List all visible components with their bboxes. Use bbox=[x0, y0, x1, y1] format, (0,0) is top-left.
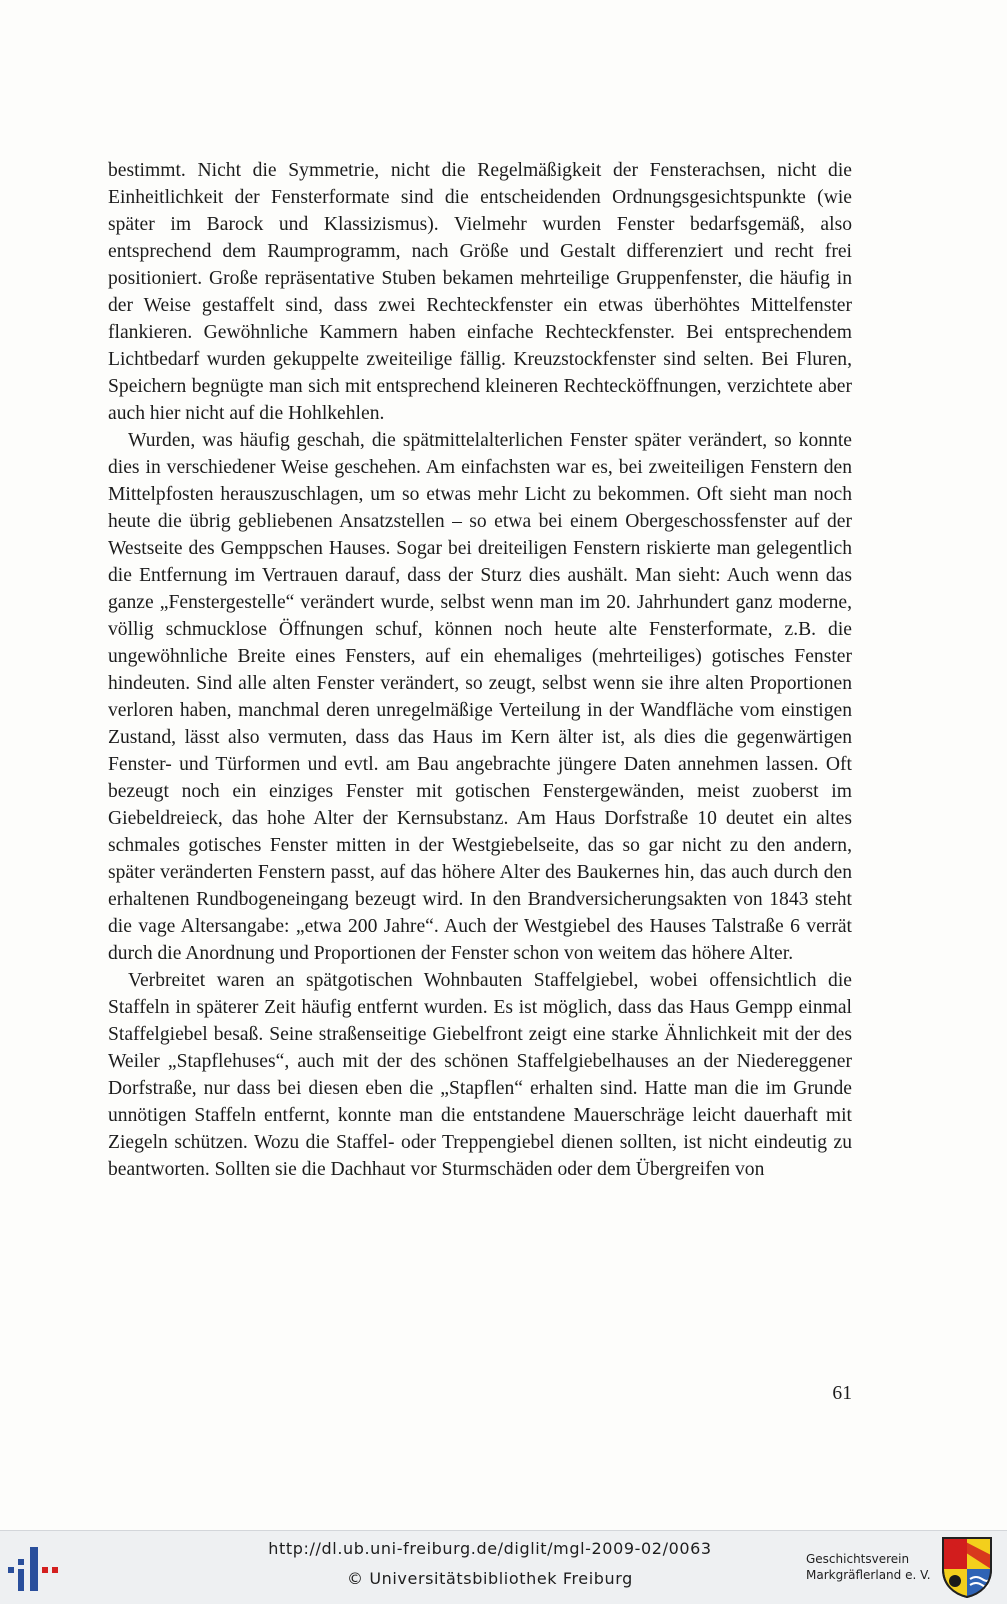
society-name-line-1: Geschichtsverein bbox=[806, 1552, 910, 1566]
footer-bar bbox=[0, 1530, 1007, 1604]
society-name bbox=[806, 1551, 936, 1583]
paragraph-3: Verbreitet waren an spätgotischen Wohnbauten Staffelgiebel, wobei offensichtlich die Staffeln in späterer Zeit häufig entfernt wurden. Es ist möglich, dass das Haus Gempp einmal Staffelgiebel besaß. Seine straßenseitige Giebelfront zeigt eine starke Ähnlichkeit mit der des Weiler „Stapflehuses“, auch mit der des schönen Staffelgiebelhauses an der Niedereggener Dorfstraße, nur dass bei diesen eben die „Stapflen“ erhalten sind. Hatte man die im Grunde unnötigen Staffeln entfernt, konnte man die entstandene Mauerschräge leicht dauerhaft mit Ziegeln schützen. Wozu die Staffel- oder Treppengiebel dienen sollten, ist nicht eindeutig zu beantworten. Sollten sie die Dachhaut vor Sturmschäden oder dem Übergreifen von bbox=[108, 970, 852, 1180]
paragraph-2: Wurden, was häufig geschah, die spätmittelalterlichen Fenster später verändert, so konnte dies in verschiedener Weise geschehen. Am einfachsten war es, bei zweiteiligen Fenstern den Mittelpfosten herauszuschlagen, um so etwas mehr Licht zu bekommen. Oft sieht man noch heute die übrig gebliebenen Ansatzstellen – so etwa bei einem Obergeschossfenster auf der Westseite des Gemppschen Hauses. Sogar bei dreiteiligen Fenstern riskierte man gelegentlich die Entfernung im Vertrauen darauf, dass der Sturz dies aushält. Man sieht: Auch wenn das ganze „Fenstergestelle“ verändert wurde, selbst wenn man im 20. Jahrhundert ganz moderne, völlig schmucklose Öffnungen schuf, können noch heute alte Fensterformate, z.B. die ungewöhnliche Breite eines Fensters, auf ein ehemaliges (mehrteiliges) gotisches Fenster hindeuten. Sind alle alten Fenster verändert, so zeugt, selbst wenn sie ihre alten Proportionen verloren haben, manchmal deren unregelmäßige Verteilung in der Wandfläche vom einstigen Zustand, lässt also vermuten, dass das Haus im Kern älter ist, als dies die gegenwärtigen Fenster- und Türformen und evtl. am Bau angebrachte jüngere Daten annehmen lassen. Oft bezeugt noch ein einziges Fenster mit gotischen Fenstergewänden, meist zuoberst im Giebeldreieck, das hohe Alter der Kernsubstanz. Am Haus Dorfstraße 10 deutet ein altes schmales gotisches Fenster mitten in der Westgiebelseite, das so gar nicht zu den andern, später veränderten Fenstern passt, auf das höhere Alter des Baukernes hin, das auch durch den erhaltenen Rundbogeneingang bezeugt wird. In den Brandversicherungsakten von 1843 steht die vage Altersangabe: „etwa 200 Jahre“. Auch der Westgiebel des Hauses Talstraße 6 verrät durch die Anordnung und Proportionen der Fenster schon von weitem das höhere Alter. bbox=[108, 430, 852, 964]
body-text bbox=[108, 157, 852, 1183]
ub-freiburg-logo-icon bbox=[6, 1545, 66, 1591]
footer-url-link[interactable]: http://dl.ub.uni-freiburg.de/diglit/mgl-2009-02/0063 bbox=[268, 1539, 712, 1558]
coat-of-arms-icon bbox=[940, 1535, 994, 1599]
paragraph-1: bestimmt. Nicht die Symmetrie, nicht die Regelmäßigkeit der Fensterachsen, nicht die Einheitlichkeit der Fensterformate sind die entscheidenden Ordnungsgesichtspunkte (wie später im Barock und Klassizismus). Vielmehr wurden Fenster bedarfsgemäß, also entsprechend dem Raumprogramm, nach Größe und Gestalt differenziert und recht frei positioniert. Große repräsentative Stuben bekamen mehrteilige Gruppenfenster, die häufig in der Weise gestaffelt sind, dass zwei Rechteckfenster ein etwas überhöhtes Mittelfenster flankieren. Gewöhnliche Kammern haben einfache Rechteckfenster. Bei entsprechendem Lichtbedarf wurden gekuppelte zweiteilige fällig. Kreuzstockfenster sind selten. Bei Fluren, Speichern begnügte man sich mit entsprechend kleineren Rechtecköffnungen, verzichtete aber auch hier nicht auf die Hohlkehlen. bbox=[108, 160, 852, 424]
page-number: 61 bbox=[832, 1383, 852, 1404]
society-name-line-2: Markgräflerland e. V. bbox=[806, 1568, 931, 1582]
footer-copyright: © Universitätsbibliothek Freiburg bbox=[347, 1569, 633, 1588]
